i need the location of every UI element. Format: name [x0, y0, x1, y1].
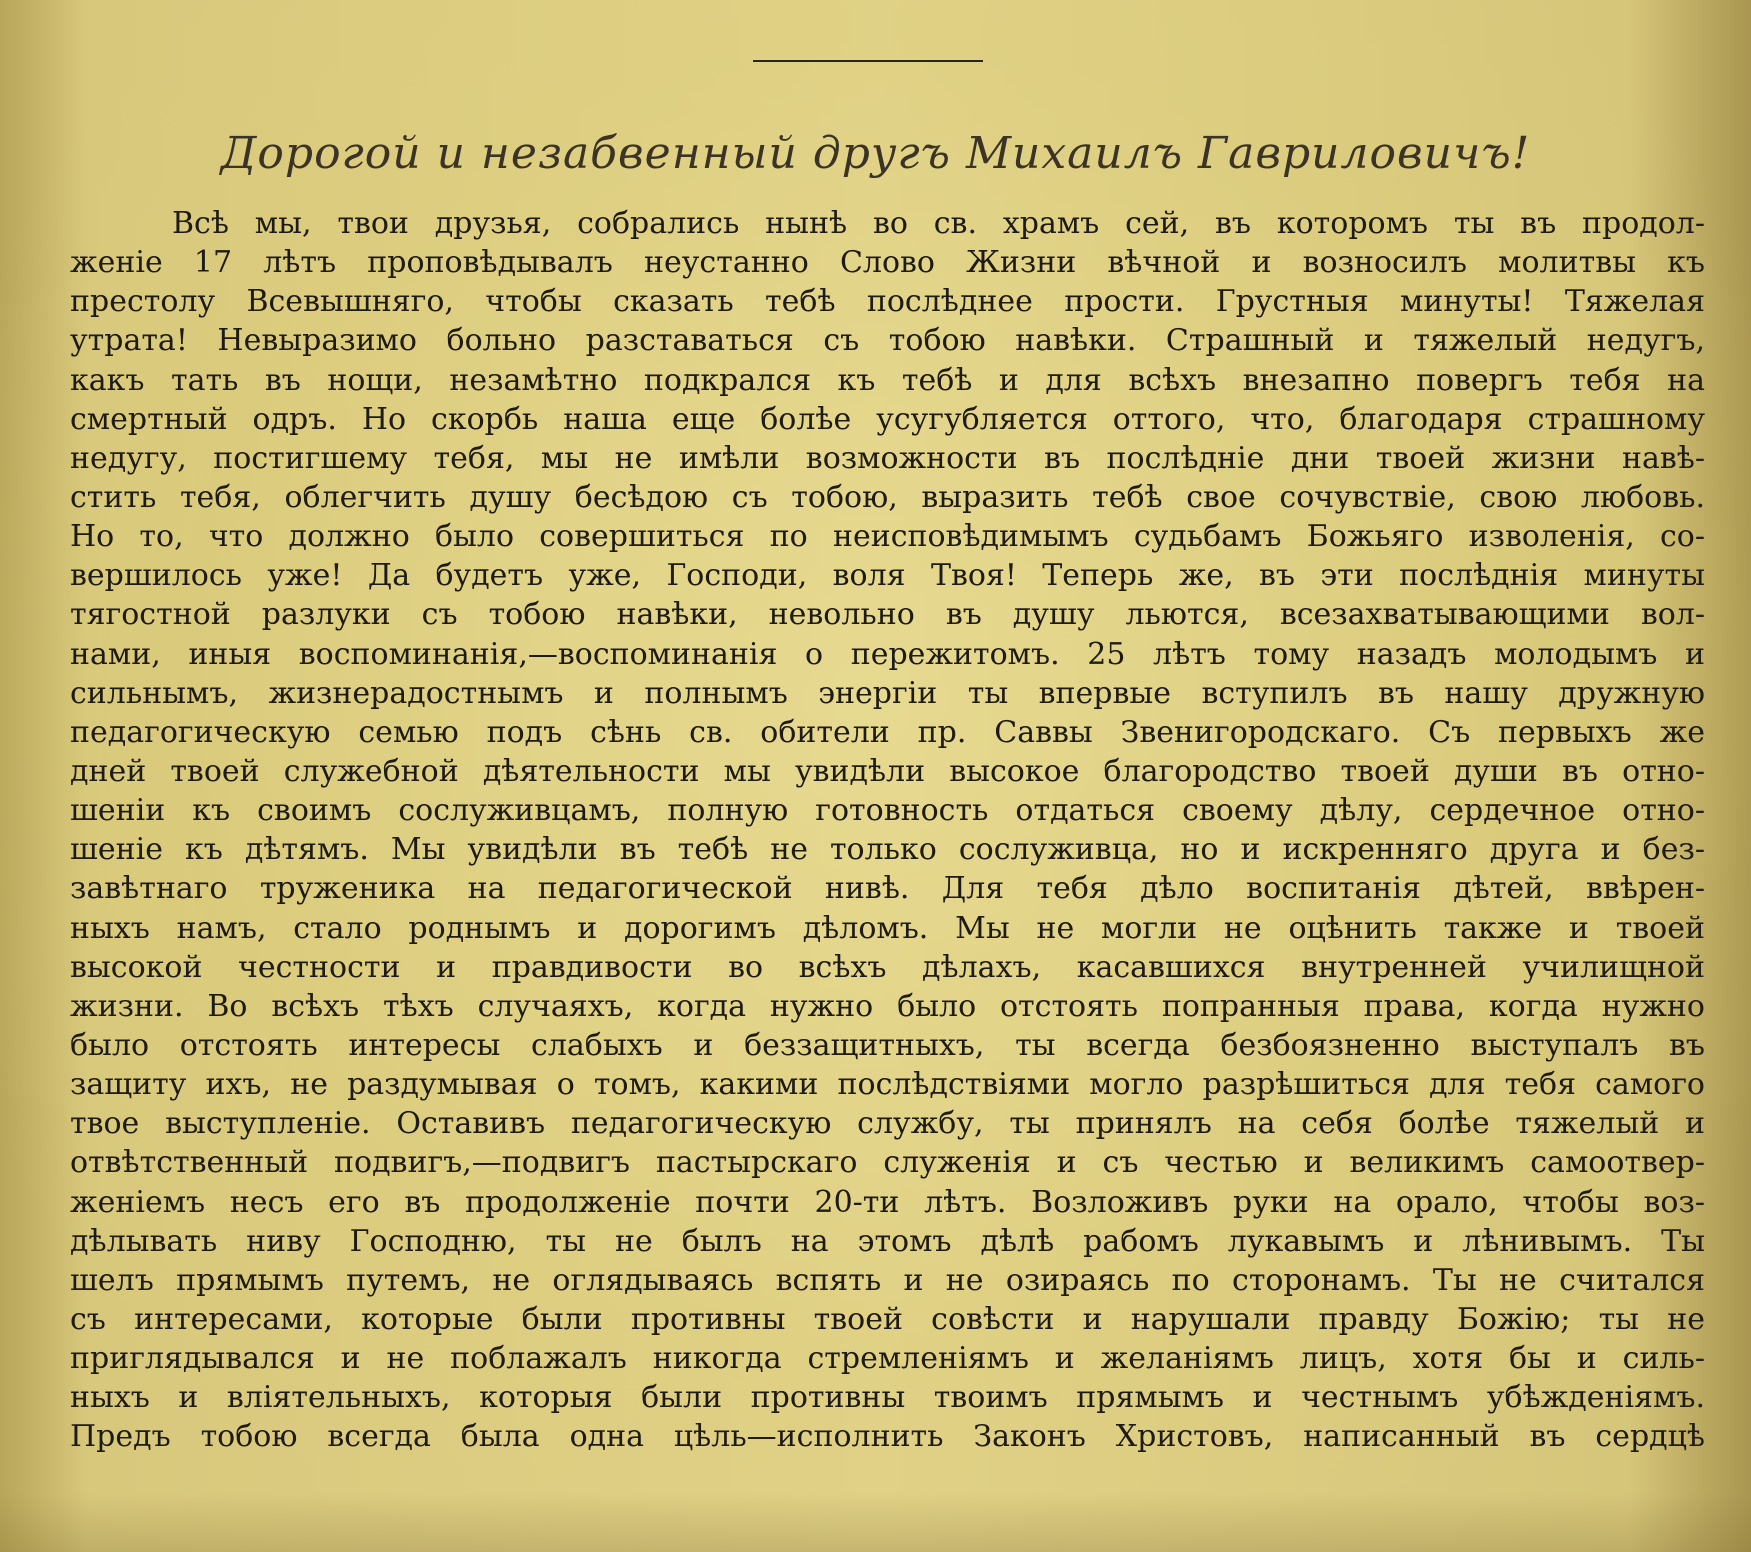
text-line: съ интересами, которые были противны твоей совѣсти и нарушали правду Божію; ты не	[70, 1301, 1705, 1337]
text-line: женіе 17 лѣтъ проповѣдывалъ неустанно Слово Жизни вѣчной и возносилъ молитвы къ	[70, 245, 1705, 281]
text-line: высокой честности и правдивости во всѣхъ дѣлахъ, касавшихся внутренней училищной	[70, 949, 1705, 985]
text-line: смертный одръ. Но скорбь наша еще болѣе усугубляется оттого, что, благодаря страшному	[70, 401, 1705, 437]
text-line: педагогическую семью подъ сѣнь св. обители пр. Саввы Звенигородскаго. Съ первыхъ же	[70, 714, 1705, 750]
text-line: недугу, постигшему тебя, мы не имѣли возможности въ послѣдніе дни твоей жизни навѣ-	[70, 440, 1705, 476]
text-line: ныхъ и вліятельныхъ, которыя были противны твоимъ прямымъ и честнымъ убѣжденіямъ.	[70, 1380, 1705, 1416]
text-line: жизни. Во всѣхъ тѣхъ случаяхъ, когда нужно было отстоять попранныя права, когда нужно	[70, 988, 1705, 1024]
text-line: шеніи къ своимъ сослуживцамъ, полную готовность отдаться своему дѣлу, сердечное отно-	[70, 793, 1705, 829]
text-line: Всѣ мы, твои друзья, собрались нынѣ во св. храмъ сей, въ которомъ ты въ продол-	[172, 206, 1705, 241]
text-line: твое выступленіе. Оставивъ педагогическую службу, ты принялъ на себя болѣе тяжелый и	[70, 1106, 1705, 1142]
text-line: вершилось уже! Да будетъ уже, Господи, воля Твоя! Теперь же, въ эти послѣднія минуты	[70, 558, 1705, 594]
text-line: утрата! Невыразимо больно разставаться съ тобою навѣки. Страшный и тяжелый недугъ,	[70, 323, 1705, 359]
text-line: завѣтнаго труженика на педагогической нивѣ. Для тебя дѣло воспитанія дѣтей, ввѣрен-	[70, 871, 1705, 907]
text-line: Предъ тобою всегда была одна цѣль—исполнить Законъ Христовъ, написанный въ сердцѣ	[70, 1419, 1705, 1455]
top-divider-rule	[753, 60, 983, 62]
body-paragraph	[70, 204, 1705, 1457]
text-line: дней твоей служебной дѣятельности мы увидѣли высокое благородство твоей души въ отно-	[70, 753, 1705, 789]
text-line: сильнымъ, жизнерадостнымъ и полнымъ энергіи ты впервые вступилъ въ нашу дружную	[70, 675, 1705, 711]
text-line: престолу Всевышняго, чтобы сказать тебѣ послѣднее прости. Грустныя минуты! Тяжелая	[70, 284, 1705, 320]
text-line: отвѣтственный подвигъ,—подвигъ пастырскаго служенія и съ честью и великимъ самоотвер-	[70, 1145, 1705, 1181]
text-line: женіемъ несъ его въ продолженіе почти 20-ти лѣтъ. Возложивъ руки на орало, чтобы воз-	[70, 1184, 1705, 1220]
text-line: защиту ихъ, не раздумывая о томъ, какими послѣдствіями могло разрѣшиться для тебя самого	[70, 1067, 1705, 1103]
text-line: тягостной разлуки съ тобою навѣки, невольно въ душу льются, всезахватывающими вол-	[70, 597, 1705, 633]
text-line: ныхъ намъ, стало роднымъ и дорогимъ дѣломъ. Мы не могли не оцѣнить также и твоей	[70, 910, 1705, 946]
text-line: приглядывался и не поблажалъ никогда стремленіямъ и желаніямъ лицъ, хотя бы и силь-	[70, 1341, 1705, 1377]
page-heading: Дорогой и незабвенный другъ Михаилъ Гавриловичъ!	[220, 128, 1531, 179]
text-line: стить тебя, облегчить душу бесѣдою съ тобою, выразить тебѣ свое сочувствіе, свою любовь.	[70, 479, 1705, 515]
text-line: какъ тать въ нощи, незамѣтно подкрался къ тебѣ и для всѣхъ внезапно повергъ тебя на	[70, 362, 1705, 398]
text-line: нами, иныя воспоминанія,—воспоминанія о пережитомъ. 25 лѣтъ тому назадъ молодымъ и	[70, 636, 1705, 672]
text-line: Но то, что должно было совершиться по неисповѣдимымъ судьбамъ Божьяго изволенія, со-	[70, 519, 1705, 555]
text-line: шеніе къ дѣтямъ. Мы увидѣли въ тебѣ не только сослуживца, но и искренняго друга и без-	[70, 832, 1705, 868]
text-line: шелъ прямымъ путемъ, не оглядываясь вспять и не озираясь по сторонамъ. Ты не считался	[70, 1262, 1705, 1298]
text-line: было отстоять интересы слабыхъ и беззащитныхъ, ты всегда безбоязненно выступалъ въ	[70, 1027, 1705, 1063]
text-line: дѣлывать ниву Господню, ты не былъ на этомъ дѣлѣ рабомъ лукавымъ и лѣнивымъ. Ты	[70, 1223, 1705, 1259]
